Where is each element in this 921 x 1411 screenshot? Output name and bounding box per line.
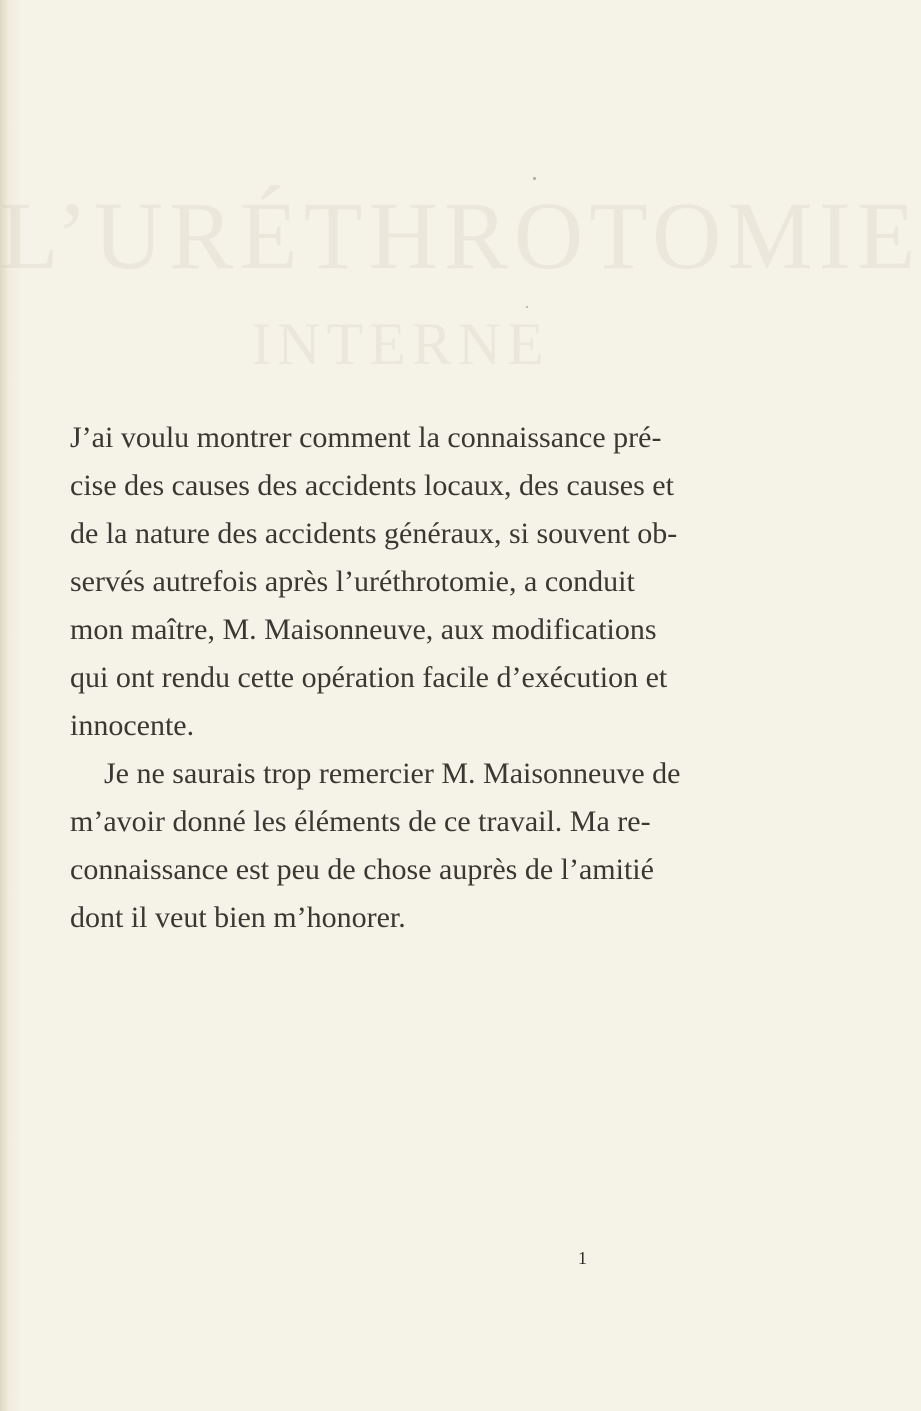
paper-speck bbox=[533, 177, 536, 180]
text-line: cise des causes des accidents locaux, des causes et bbox=[70, 469, 674, 502]
paper-speck bbox=[526, 306, 528, 308]
text-line: connaissance est peu de chose auprès de l’amitié bbox=[70, 853, 654, 886]
text-line: J’ai voulu montrer comment la connaissance pré- bbox=[70, 421, 662, 454]
text-line: qui ont rendu cette opération facile d’exécution et bbox=[70, 661, 668, 694]
bleed-through-watermark: L’URÉTHROTOMIE bbox=[0, 182, 921, 289]
text-line: mon maître, M. Maisonneuve, aux modifications bbox=[70, 613, 657, 646]
page-number: 1 bbox=[578, 1248, 587, 1268]
bleed-through-watermark-2: INTERNE bbox=[251, 311, 550, 377]
text-line: innocente. bbox=[70, 709, 195, 742]
text-line: m’avoir donné les éléments de ce travail. Ma re- bbox=[70, 805, 651, 838]
text-line: servés autrefois après l’uréthrotomie, a conduit bbox=[70, 565, 635, 598]
text-line: de la nature des accidents généraux, si souvent ob- bbox=[70, 517, 678, 550]
text-line: dont il veut bien m’honorer. bbox=[70, 901, 406, 934]
text-line: Je ne saurais trop remercier M. Maisonneuve de bbox=[104, 757, 681, 790]
